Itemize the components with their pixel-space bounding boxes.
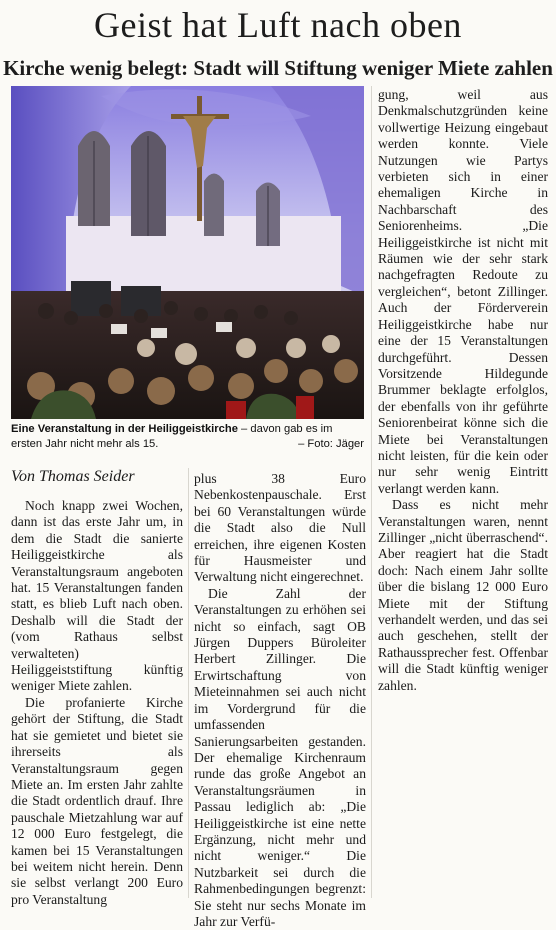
paragraph: gung, weil aus Denkmalschutzgründen keine vollwertige Heizung eingebaut werden konnte. Viele Nutzungen wie Partys verbieten sich in einer ehemaligen Kirche in Nachbarschaft des Seniorenheims. „Die Heiliggeistkirche ist nicht mit Räumen wie der sehr stark nachgefragten Redoute zu vergleichen“, betont Zillinger. Auch der Förderverein Heiliggeistkirche habe nur eine der 15 Veranstaltungen durchgeführt. Dessen Vorsitzende Hildegunde Brummer beklagte erfolglos, der ebenfalls von ihr geführte Seniorenbeirat könne sich die Miete bei Veranstaltungen nicht leisten, für die kein oder nur sehr wenig Eintritt verlangt werden kann. — [378, 87, 548, 496]
paragraph: Die profanierte Kirche gehört der Stiftung, die Stadt hat sie gemietet und bietet sie ihrerseits als Veranstaltungsraum gegen Miete an. Im ersten Jahr zahlte die Stadt ordentlich drauf. Ihre pauschale Mietzahlung war auf 12 000 Euro festgelegt, die kamen bei 15 Veranstaltungen bei weitem nicht herein. Denn sie selbst verlangt 200 Euro pro Veranstaltung — [11, 694, 183, 907]
article-column-1 — [11, 498, 183, 908]
byline: Von Thomas Seider — [11, 468, 135, 485]
photo-caption — [11, 422, 364, 452]
article-column-2 — [194, 471, 366, 930]
concert-photo — [11, 86, 364, 419]
paragraph: Die Zahl der Veranstaltungen zu erhöhen sei nicht so einfach, sagt OB Jürgen Duppers Büroleiter Herbert Zillinger. Die Erwirtschaftung von Mieteinnahmen sei auch nicht im Vordergrund für die umfassenden Sanierungsarbeiten gestanden. Der ehemalige Kirchenraum runde das große Angebot an Veranstaltungsräumen in Passau lediglich ab: „Die Heiliggeistkirche ist eine nette Ergänzung, nicht mehr und nicht weniger.“ Die Nutzbarkeit sei durch die Rahmenbedingungen begrenzt: Sie steht nur sechs Monate im Jahr zur Verfü- — [194, 585, 366, 929]
caption-text: – davon gab es im ersten Jahr nicht mehr als 15. — [11, 423, 333, 450]
paragraph: plus 38 Euro Nebenkostenpauschale. Erst bei 60 Veranstaltungen würde die Stadt also die Null erreichen, ihre eigenen Kosten für Hausmeister und Verwaltung nicht eingerechnet. — [194, 471, 366, 585]
caption-lead: Eine Veranstaltung in der Heiliggeistkirche — [11, 423, 238, 435]
photo-credit: – Foto: Jäger — [298, 438, 364, 450]
subheadline: Kirche wenig belegt: Stadt will Stiftung weniger Miete zahlen — [3, 56, 553, 80]
paragraph: Noch knapp zwei Wochen, dann ist das erste Jahr um, in dem die Stadt die sanierte Heiliggeistkirche als Veranstaltungsraum angeboten hat. 15 Veranstaltungen fanden statt, es blieb Luft nach oben. Deshalb will die Stadt der (vom Rathaus selbst verwalteten) Heiliggeiststiftung künftig weniger Miete zahlen. — [11, 498, 183, 694]
article-column-3 — [378, 87, 548, 694]
column-rule — [371, 86, 372, 898]
paragraph: Dass es nicht mehr Veranstaltungen waren, nennt Zillinger „nicht überraschend“. Aber reagiert hat die Stadt doch: Nach einem Jahr sollte über die bislang 12 000 Euro Miete mit der Stiftung verhandelt werden, und das sei auch geschehen, stellt der Rathaussprecher fest. Offenbar will die Stadt künftig weniger zahlen. — [378, 497, 548, 693]
headline: Geist hat Luft nach oben — [94, 5, 462, 45]
column-rule — [188, 468, 189, 898]
